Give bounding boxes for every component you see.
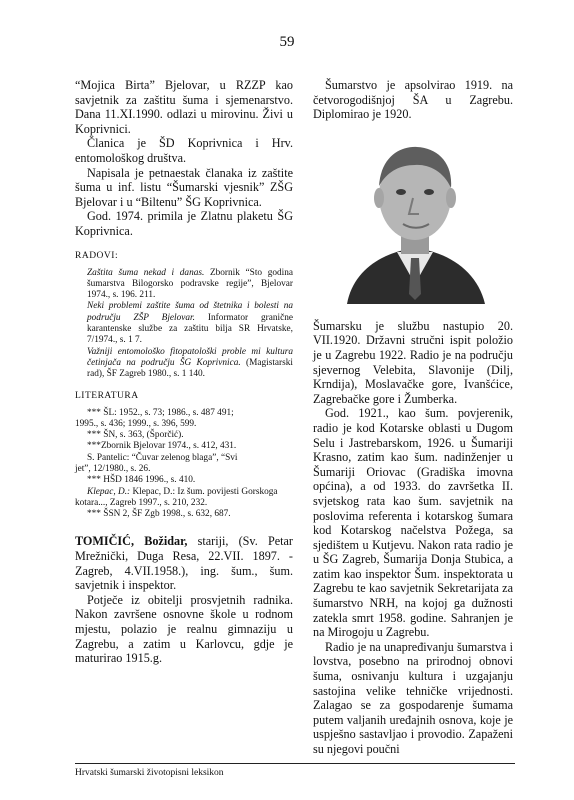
literature-item: ***Zbornik Bjelovar 1974., s. 412, 431. (87, 441, 237, 452)
entry-header-details: stariji, (Sv. Petar Mrežnički, Duga Resa, 22.VII. 1897. -Zagreb, 4.VII.1958.), ing. šum., šum. savjetnik i inspektor. (75, 534, 293, 593)
work-title: Zaštita šuma nekad i danas. (87, 267, 205, 278)
right-column (313, 78, 513, 757)
education-paragraph: Šumarstvo je apsolvirao 1919. na četvorogodišnjoj ŠA u Zagrebu. Diplomirao je 1920. (313, 78, 513, 122)
literature-text: Klepac, D.: Iz šum. povijesti Gorskoga (132, 486, 278, 497)
career-paragraph: Radio je na unapređivanju šumarstva i lovstva, posebno na prirodnoj obnovi šuma, osnivanju kultura i uzgajanju sastojina velike tehničke vrijednosti. Zalagao se za gospodarenje šumama putem valjanih uređajnih osnova, koje je uspješno sastavljao i provodio. Zapaženi su njegovi poučni (313, 639, 513, 756)
work-details: (Magistarski rad), ŠF Zagreb 1980., s. 1 140. (87, 357, 293, 380)
work-details: Informator graničnе karantenske službe za zaštitu bilja SR Hrvatske, 7/1974., s. 1 7. (87, 312, 293, 346)
work-item (87, 301, 293, 346)
literature-item: *** ŠL: 1952., s. 73; 1986., s. 487 491; (87, 407, 234, 418)
entry-paragraph: Potječe iz obitelji prosvjetnih radnika. Nakon završene osnovne škole u rodnom mjestu, polazio je realnu gimnaziju u Zagrebu, a zatim u Karlovcu, gdje je maturirao 1915.g. (75, 592, 293, 666)
literatura-list (75, 408, 293, 521)
footer-title: Hrvatski šumarski životopisni leksikon (75, 768, 224, 778)
career-paragraph: Šumarsku je službu nastupio 20. VII.1920. Državni stručni ispit položio je u Zagrebu 1922. Radio je na području sjevernog Velebita, Slavonije (Dilj, Krndija), Moslavačke gore, Ivanšćice, Zagrebačke gore i Žumberka. (313, 318, 513, 406)
radovi-list (75, 268, 293, 381)
literature-author: Klepac, D.: (87, 486, 131, 497)
work-details: Zbornik “Sto godina šumarstva Bilogorsko podravske regije”, Bjelovar 1974., s. 196. 211. (87, 267, 293, 301)
entry-header (75, 534, 293, 592)
work-title: Važniji entomološko fitopatološki proble mi kultura četinjača na području ŠG Koprivnica. (87, 346, 293, 368)
literature-item: *** ŠSN 2, ŠF Zgb 1998., s. 632, 687. (87, 509, 231, 520)
radovi-heading: RADOVI: (75, 250, 119, 261)
intro-paragraph: Članica je ŠD Koprivnica i Hrv. entomološkog društva. (75, 136, 293, 165)
footer-divider (75, 763, 515, 764)
intro-paragraph: “Mojica Birta” Bjelovar, u RZZP kao savjetnik za zaštitu šuma i sjemenarstvo. Dana 11.XI.1990. odlazi u mirovinu. Živi u Koprivnici. (75, 78, 293, 136)
page-number: 59 (279, 34, 295, 50)
literature-item: *** ŠN, s. 363, (Šporčić). (87, 430, 184, 441)
literature-item: S. Pantelic: “Čuvar zelenog blaga”, “Svi (87, 452, 238, 463)
literature-item (87, 487, 293, 498)
literature-item: *** HŠD 1846 1996., s. 410. (87, 475, 196, 486)
portrait-photo (335, 134, 495, 304)
left-column (75, 78, 293, 666)
literatura-heading: LITERATURA (75, 390, 139, 401)
career-paragraph: God. 1921., kao šum. povjerenik, radio je kod Kotarske oblasti u Dugom Selu i Jastrebarskom, 1926. u Šumariji Krasno, zatim kao šum. nadinženjer u Šumariji Oriovac (Gradiška imovna općina), a od 1933. do završetka II. svjetskog rata kao šum. savjetnik na poslovima referenta i kotarskog šumara kod Kotarskog načelstva Požega, sa sjedištem u Kutjevu. Nakon rata radio je u ŠG Zagreb, Šumarija Donja Stubica, a zatim kao inspektor Šum. inspektorata u Zagrebu te kao savjetnik Sekretarijata za šumarstvo NRH, na kojoj ga dužnosti zatekla smrt 1958. godine. Sahranjen je na Mirogoju u Zagrebu. (313, 406, 513, 640)
work-title: Neki problemi zaštite šuma od štetnika i bolesti na području ZŠP Bjelovar. (87, 301, 293, 323)
literature-item-continuation: kotara..., Zagreb 1997., s. 210, 232. (75, 497, 208, 508)
literature-item-continuation: jet”, 12/1980., s. 26. (75, 463, 151, 474)
intro-paragraph: God. 1974. primila je Zlatnu plaketu ŠG Koprivnica. (75, 209, 293, 238)
work-item (87, 347, 293, 381)
entry-name: TOMIČIĆ, Božidar, (75, 534, 188, 549)
lexicon-entry (75, 534, 293, 665)
intro-paragraph: Napisala je petnaestak članaka iz zaštite šuma u inf. listu “Šumarski vjesnik” ZŠG Bjelovar i u “Biltenu” ŠG Koprivnica. (75, 165, 293, 209)
literature-item-continuation: 1995., s. 436; 1999., s. 396, 599. (75, 418, 197, 429)
work-item (87, 268, 293, 302)
